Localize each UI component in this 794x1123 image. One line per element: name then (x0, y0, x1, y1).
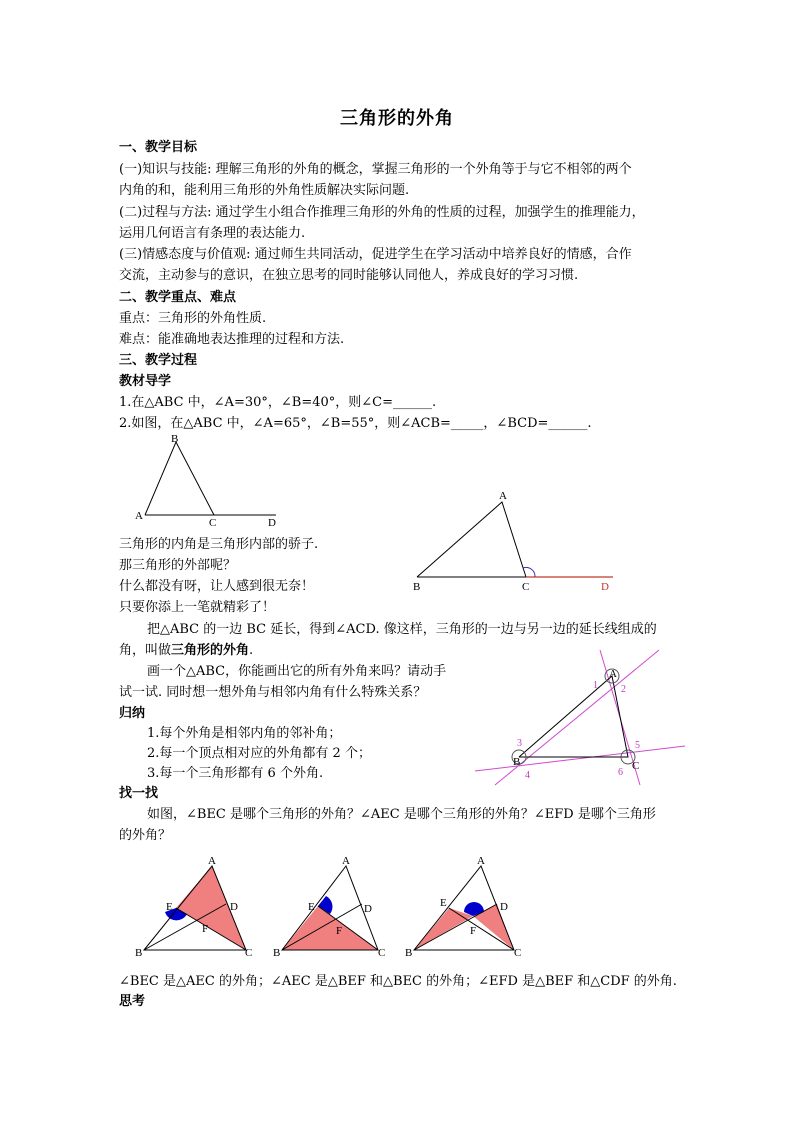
figure-bec-triangle-aec (130, 852, 260, 964)
angle-label-4: 4 (525, 770, 530, 781)
label-B: B (413, 581, 421, 593)
answer-text: ∠BEC 是△AEC 的外角；∠AEC 是△BEF 和△BEC 的外角；∠EFD 是△BEF 和△CDF 的外角. (119, 974, 677, 989)
label-E: E (166, 901, 173, 913)
label-C: C (632, 760, 640, 772)
label-B: B (171, 433, 179, 445)
subsection-guide: 教材导学 (119, 374, 172, 389)
label-B: B (513, 756, 521, 768)
draw-prompt-line-2: 试一试. 同时想一想外角与相邻内角有什么特殊关系？ (119, 685, 427, 700)
subsection-find: 找一找 (119, 786, 159, 801)
question-2: 2.如图，在△ABC 中，∠A=65°，∠B=55°，则∠ACB=_____，∠BCD=______. (119, 416, 592, 431)
question-1: 1.在△ABC 中，∠A=30°，∠B=40°，则∠C=______. (119, 395, 437, 410)
definition-line-1: 把△ABC 的一边 BC 延长，得到∠ACD. 像这样，三角形的一边与另一边的延长线组成的 (147, 622, 657, 637)
summary-item-1: 1.每个外角是相邻内角的邻补角； (147, 726, 342, 741)
summary-item-2: 2.每一个顶点相对应的外角都有 2 个； (147, 746, 371, 761)
goal-2-line-1: (二)过程与方法: 通过学生小组合作推理三角形的外角的性质的过程，加强学生的推理能力， (119, 205, 645, 220)
label-C: C (514, 947, 522, 959)
label-D: D (364, 903, 372, 915)
figure-six-exterior-angles (475, 645, 690, 785)
definition-text: 角，叫做 (119, 643, 172, 658)
angle-label-6: 6 (618, 767, 623, 778)
label-F: F (202, 923, 209, 935)
figure-triangle-abcd (130, 430, 290, 530)
label-C: C (378, 947, 386, 959)
label-E: E (440, 897, 447, 909)
subsection-think: 思考 (119, 994, 146, 1009)
label-F: F (470, 925, 477, 937)
talk-line-3: 什么都没有呀，让人感到很无奈！ (119, 579, 315, 594)
angle-label-3: 3 (517, 738, 522, 749)
draw-prompt-line-1: 画一个△ABC，你能画出它的所有外角来吗？请动手 (147, 664, 447, 679)
key-point: 重点：三角形的外角性质. (119, 311, 267, 326)
find-question-line-1: 如图，∠BEC 是哪个三角形的外角？∠AEC 是哪个三角形的外角？∠EFD 是哪个三角形 (147, 807, 656, 822)
label-C: C (245, 947, 253, 959)
section-key-points: 二、教学重点、难点 (119, 290, 237, 305)
find-question-line-2: 的外角？ (119, 828, 172, 843)
label-E: E (308, 901, 315, 913)
talk-line-4: 只要你添上一笔就精彩了！ (119, 600, 276, 615)
talk-line-1: 三角形的内角是三角形内部的骄子. (119, 537, 319, 552)
figure-efd-triangles (400, 852, 530, 964)
definition-period: . (249, 643, 254, 658)
talk-line-2: 那三角形的外部呢？ (119, 558, 237, 573)
summary-item-3: 3.每一个三角形都有 6 个外角. (147, 766, 324, 781)
figure-exterior-angle (405, 485, 620, 595)
subsection-summary: 归纳 (119, 706, 146, 721)
goal-2-line-2: 运用几何语言有条理的表达能力. (119, 226, 306, 241)
label-D: D (230, 901, 238, 913)
goal-3-line-2: 交流，主动参与的意识，在独立思考的同时能够认同他人，养成良好的学习习惯. (119, 268, 579, 283)
term-exterior-angle: 三角形的外角 (171, 643, 250, 658)
label-D: D (601, 581, 609, 593)
section-teaching-goals: 一、教学目标 (119, 140, 198, 155)
definition-line-2 (119, 641, 253, 661)
angle-label-5: 5 (635, 740, 640, 751)
label-D: D (268, 517, 276, 529)
figure-aec-triangles (270, 852, 400, 964)
label-A: A (499, 490, 507, 502)
label-D: D (500, 901, 508, 913)
goal-1-line-1: (一)知识与技能: 理解三角形的外角的概念，掌握三角形的一个外角等于与它不相邻的两个 (119, 162, 632, 177)
label-C: C (209, 517, 217, 529)
label-B: B (273, 947, 281, 959)
page-title: 三角形的外角 (340, 108, 454, 129)
label-A: A (208, 855, 216, 867)
label-F: F (336, 925, 343, 937)
goal-3-line-1: (三)情感态度与价值观: 通过师生共同活动，促进学生在学习活动中培养良好的情感，合作 (119, 247, 632, 262)
difficult-point: 难点：能准确地表达推理的过程和方法. (119, 332, 345, 347)
label-A: A (135, 510, 143, 522)
label-A: A (609, 668, 617, 680)
label-A: A (477, 855, 485, 867)
angle-label-2: 2 (621, 684, 626, 695)
goal-1-line-2: 内角的和，能利用三角形的外角性质解决实际问题. (119, 183, 410, 198)
angle-label-1: 1 (593, 680, 598, 691)
label-A: A (342, 855, 350, 867)
label-B: B (135, 947, 143, 959)
label-B: B (405, 947, 413, 959)
label-C: C (522, 581, 530, 593)
section-process: 三、教学过程 (119, 353, 198, 368)
